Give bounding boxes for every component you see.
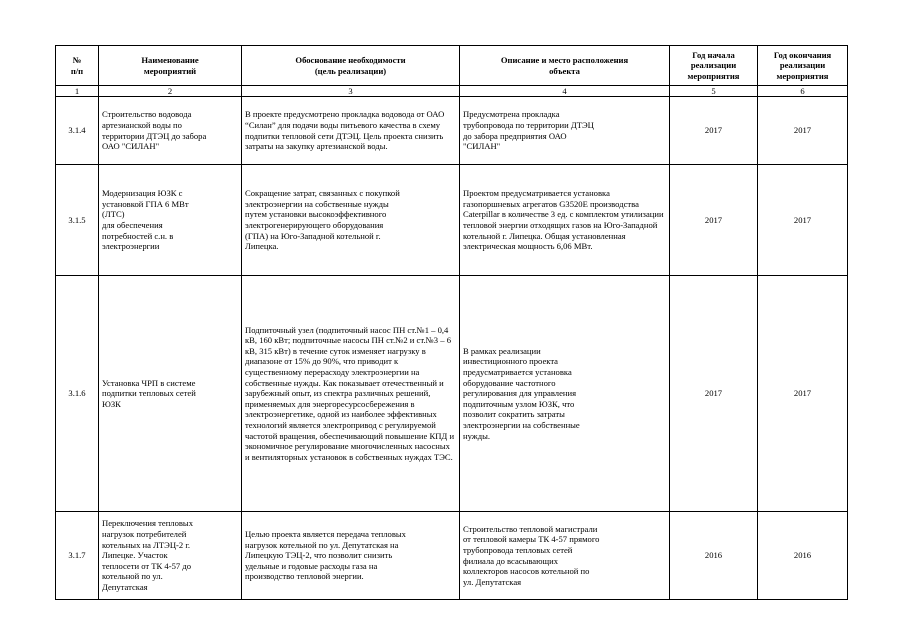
start-year: 2017 bbox=[670, 165, 758, 276]
measure-name: Переключения тепловых нагрузок потребителей котельных на ЛТЭЦ-2 г. Липецке. Участок теплосети от ТК 4-57 до котельной по ул. Депутатская bbox=[99, 512, 242, 600]
measures-table bbox=[55, 45, 848, 600]
header-measure-name: Наименование мероприятий bbox=[99, 46, 242, 86]
column-number: 5 bbox=[670, 86, 758, 97]
measure-name: Установка ЧРП в системе подпитки тепловых сетей ЮЗК bbox=[99, 276, 242, 512]
measure-name: Модернизация ЮЗК с установкой ГПА 6 МВт (ЛТС) для обеспечения потребностей с.н. в электроэнергии bbox=[99, 165, 242, 276]
table-row bbox=[56, 97, 848, 165]
justification: Целью проекта является передача тепловых нагрузок котельной по ул. Депутатская на Липецкую ТЭЦ-2, что позволит снизить удельные и годовые расходы газа на производство тепловой энергии. bbox=[242, 512, 460, 600]
row-number: 3.1.6 bbox=[56, 276, 99, 512]
header-justification: Обоснование необходимости (цель реализации) bbox=[242, 46, 460, 86]
header-number: № п/п bbox=[56, 46, 99, 86]
end-year: 2017 bbox=[758, 97, 848, 165]
header-end-year: Год окончания реализации мероприятия bbox=[758, 46, 848, 86]
column-number: 6 bbox=[758, 86, 848, 97]
column-number: 2 bbox=[99, 86, 242, 97]
justification: Подпиточный узел (подпиточный насос ПН ст.№1 – 0,4 кВ, 160 кВт; подпиточные насосы ПН ст.№2 и ст.№3 – 6 кВ, 315 кВт) в течение суток изменяет нагрузку в диапазоне от 15% до 90%, что приводит к существенному перерасходу электроэнергии на собственные нужды. Как показывает отечественный и зарубежный опыт, из спектра различных решений, применяемых для энергоресурсосбережения в электроэнергетике, одной из наиболее эффективных технологий является электропривод с регулируемой частотой вращения, обеспечивающий повышение КПД и экономичное регулирование многочисленных насосных и вентиляторных установок в собственных нуждах ТЭС. bbox=[242, 276, 460, 512]
description: Проектом предусматривается установка газопоршневых агрегатов G3520E производства Caterpillar в количестве 3 ед. с комплектом утилизации тепловой энергии отходящих газов на Юго-Западной котельной г. Липецка. Общая установленная электрическая мощность 6,06 МВт. bbox=[460, 165, 670, 276]
column-number: 4 bbox=[460, 86, 670, 97]
row-number: 3.1.4 bbox=[56, 97, 99, 165]
header-description: Описание и место расположения объекта bbox=[460, 46, 670, 86]
justification: Сокращение затрат, связанных с покупкой электроэнергии на собственные нужды путем установки высокоэффективного электрогенерирующего оборудования (ГПА) на Юго-Западной котельной г. Липецка. bbox=[242, 165, 460, 276]
table-row bbox=[56, 512, 848, 600]
end-year: 2016 bbox=[758, 512, 848, 600]
row-number: 3.1.7 bbox=[56, 512, 99, 600]
start-year: 2016 bbox=[670, 512, 758, 600]
table-row bbox=[56, 276, 848, 512]
end-year: 2017 bbox=[758, 165, 848, 276]
start-year: 2017 bbox=[670, 276, 758, 512]
column-number: 3 bbox=[242, 86, 460, 97]
start-year: 2017 bbox=[670, 97, 758, 165]
justification: В проекте предусмотрено прокладка водовода от ОАО “Силан” для подачи воды питьевого качества в схему подпитки тепловой сети ДТЭЦ. Цель проекта снизить затраты на закупку артезианской воды. bbox=[242, 97, 460, 165]
description: Строительство тепловой магистрали от тепловой камеры ТК 4-57 прямого трубопровода тепловых сетей филиала до всасывающих коллекторов насосов котельной по ул. Депутатская bbox=[460, 512, 670, 600]
header-start-year: Год начала реализации мероприятия bbox=[670, 46, 758, 86]
table-header-row bbox=[56, 46, 848, 86]
column-numbers-row bbox=[56, 86, 848, 97]
column-number: 1 bbox=[56, 86, 99, 97]
table-row bbox=[56, 165, 848, 276]
measure-name: Строительство водовода артезианской воды по территории ДТЭЦ до забора ОАО "СИЛАН" bbox=[99, 97, 242, 165]
row-number: 3.1.5 bbox=[56, 165, 99, 276]
end-year: 2017 bbox=[758, 276, 848, 512]
description: В рамках реализации инвестиционного проекта предусматривается установка оборудование частотного регулирования для управления подпиточным узлом ЮЗК, что позволит сократить затраты электроэнергии на собственные нужды. bbox=[460, 276, 670, 512]
description: Предусмотрена прокладка трубопровода по территории ДТЭЦ до забора предприятия ОАО "СИЛАН" bbox=[460, 97, 670, 165]
